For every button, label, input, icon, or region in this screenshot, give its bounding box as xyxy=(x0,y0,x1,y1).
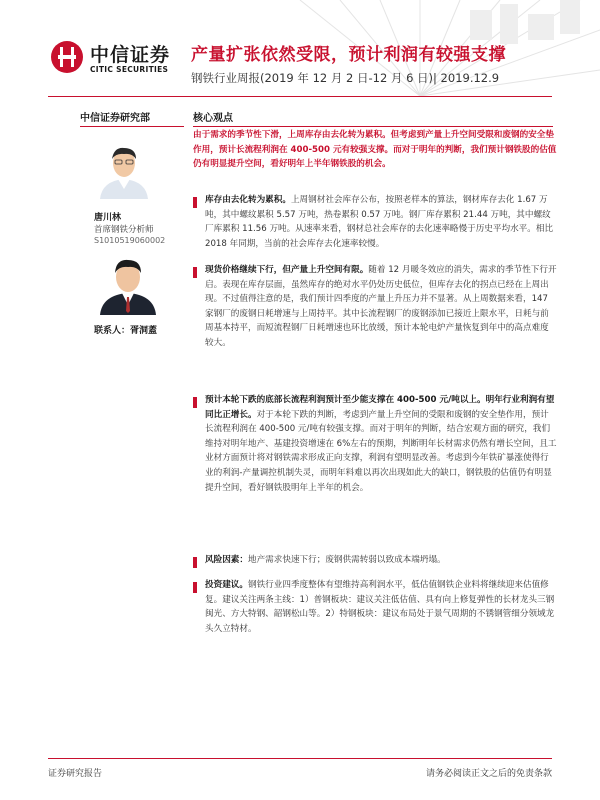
core-view-summary: 由于需求的季节性下滑，上周库存由去化转为累积。但考虑到产量上升空间受限和废钢的安全垫作用，预计长流程利润在 400-500 元有较强支撑。而对于明年的判断，我们预计钢铁股的估值仍有明显提升空间，看好明年上半年钢铁股的机会。 xyxy=(193,130,557,170)
analyst-avatar xyxy=(96,141,152,199)
brand-name-cn: 中信证券 xyxy=(90,44,171,66)
section-marker xyxy=(193,267,197,278)
citic-logo-icon xyxy=(50,40,84,74)
main-heading-underline xyxy=(193,126,553,127)
section-lead: 风险因素： xyxy=(205,555,248,565)
contact-person: 联系人：胥洞蓋 xyxy=(94,326,158,336)
left-heading-underline xyxy=(80,126,184,127)
section-marker xyxy=(193,197,197,208)
contact-avatar xyxy=(96,253,160,315)
footer-disclaimer-note: 请务必阅读正文之后的免责条款 xyxy=(425,769,552,779)
core-view-heading: 核心观点 xyxy=(193,113,233,124)
section-body: 上周钢材社会库存公布，按照老样本的算法，钢材库存去化 1.67 万吨，其中螺纹累积 5.57 万吨，热卷累积 0.57 万吨。钢厂库存累积 21.44 万吨，其中螺纹厂库累积 11.56 万吨。从速率来看，钢材总社会库存的去化速率略慢于历史平均水平。相比 2018 年同期，当前的社会库存去化速率较慢。 xyxy=(205,195,554,249)
section-marker xyxy=(193,582,197,593)
analyst-certificate-number: S1010519060002 xyxy=(94,236,166,245)
section-marker xyxy=(193,557,197,568)
section-body: 随着 12 月暖冬效应的消失，需求的季节性下行开启。表现在库存层面，虽然库存的绝对水平仍处历史低位，但库存去化的拐点已经在上周出现。不过值得注意的是，我们预计四季度的产量上升压力并不显著。从上周数据来看，147 家钢厂的废钢日耗增速与上周持平。其中长流程钢厂的废钢添加已接近上限水平，日耗与前周基本持平，而短流程钢厂日耗增速也环比放缓，预计本轮电炉产量恢复到年中的高点难度较大。 xyxy=(205,265,557,348)
brand-name-en: CITIC SECURITIES xyxy=(90,65,169,74)
research-dept-heading: 中信证券研究部 xyxy=(80,113,150,124)
section-body: 地产需求快速下行；废钢供需转弱以致成本端坍塌。 xyxy=(247,555,446,565)
report-title: 产量扩张依然受限，预计利润有较强支撑 xyxy=(191,45,506,65)
section-lead: 投资建议。 xyxy=(205,580,248,590)
section-profit-outlook xyxy=(205,393,557,495)
report-subtitle: 钢铁行业周报(2019 年 12 月 2 日-12 月 6 日)| 2019.12.9 xyxy=(191,71,500,85)
section-risk-factors xyxy=(205,553,557,568)
brand-logo xyxy=(50,38,190,80)
footer-divider xyxy=(48,758,552,759)
analyst-name: 唐川林 xyxy=(94,213,122,223)
section-lead: 预计本轮下跌的底部长流程利润预计至少能支撑在 400-500 元/吨以上。明年行业利润有望同比正增长。 xyxy=(205,395,555,420)
section-body: 钢铁行业四季度整体有望维持高利润水平，低估值钢铁企业料将继续迎来估值修复。建议关注两条主线：1）普钢板块：建议关注低估值、具有向上修复弹性的长材龙头三钢闽光、方大特钢、韶钢松山等。2）特钢板块：建议布局处于景气周期的不锈钢管细分领域龙头久立特材。 xyxy=(205,580,555,634)
section-inventory xyxy=(205,193,557,251)
section-lead: 现货价格继续下行，但产量上升空间有限。 xyxy=(205,265,369,275)
section-spot-price xyxy=(205,263,557,351)
header-divider xyxy=(48,96,552,97)
section-lead: 库存由去化转为累积。 xyxy=(205,195,291,205)
section-marker xyxy=(193,397,197,408)
section-body: 对于本轮下跌的判断，考虑到产量上升空间的受限和废钢的安全垫作用，预计长流程利润在 400-500 元/吨有较强支撑。而对于明年的判断，结合宏观方面的研究，我们维持对明年地产、基建投资增速在 6%左右的预期，判断明年长材需求仍然有增长空间，且工业材方面预计将对钢铁需求形成正向支撑，利润有望明显改善。考虑到今年铁矿暴涨使得行业的利润-产量调控机制失灵，而明年料难以再次出现如此大的缺口，钢铁股的估值仍有明显提升空间，看好钢铁股明年上半年的机会。 xyxy=(205,409,557,493)
section-investment-advice xyxy=(205,578,557,636)
footer-report-type: 证券研究报告 xyxy=(48,769,103,779)
analyst-title: 首席钢铁分析师 xyxy=(94,225,154,235)
